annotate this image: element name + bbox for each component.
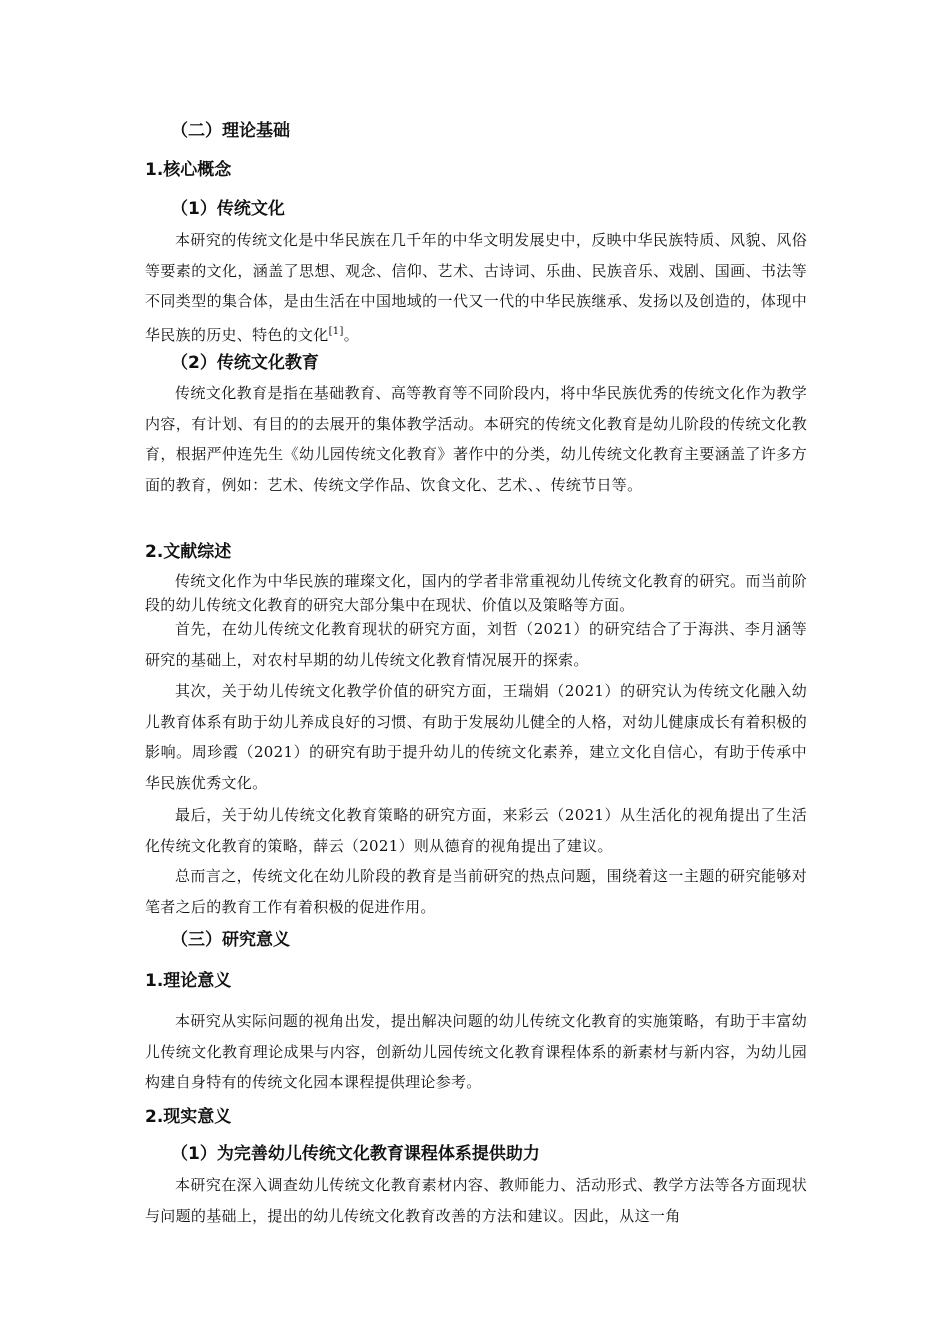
paragraph-end: 。 xyxy=(343,325,359,344)
subheading-practical-significance: 2.现实意义 xyxy=(145,1107,232,1127)
section-heading-research-significance: （三）研究意义 xyxy=(171,930,290,950)
paragraph-text: 本研究的传统文化是中华民族在几千年的中华文明发展史中，反映中华民族特质、风貌、风俗等要素的文化，涵盖了思想、观念、信仰、艺术、古诗词、乐曲、民族音乐、戏剧、国画、书法等不同类型的集合体，是由生活在中国地域的一代又一代的中华民族继承、发扬以及创造的，体现中华民族的历史、特色的文化 xyxy=(145,231,807,344)
subheading-literature-review: 2.文献综述 xyxy=(145,542,232,562)
subheading-core-concepts: 1.核心概念 xyxy=(145,160,232,180)
paragraph-curriculum-support: 本研究在深入调查幼儿传统文化教育素材内容、教师能力、活动形式、教学方法等各方面现状与问题的基础上，提出的幼儿传统文化教育改善的方法和建议。因此，从这一角 xyxy=(145,1176,807,1225)
subheading-traditional-culture: （1）传统文化 xyxy=(171,199,285,219)
paragraph-literature-summary: 总而言之，传统文化在幼儿阶段的教育是当前研究的热点问题，围绕着这一主题的研究能够对笔者之后的教育工作有着积极的促进作用。 xyxy=(145,867,807,916)
paragraph-traditional-culture xyxy=(145,225,807,350)
paragraph-theoretical-significance: 本研究从实际问题的视角出发，提出解决问题的幼儿传统文化教育的实施策略，有助于丰富幼儿传统文化教育理论成果与内容，创新幼儿园传统文化教育课程体系的新素材与新内容，为幼儿园构建自身特有的传统文化园本课程提供理论参考。 xyxy=(145,1012,807,1092)
paragraph-traditional-culture-education: 传统文化教育是指在基础教育、高等教育等不同阶段内，将中华民族优秀的传统文化作为教学内容，有计划、有目的的去展开的集体教学活动。本研究的传统文化教育是幼儿阶段的传统文化教育，根据严仲连先生《幼儿园传统文化教育》著作中的分类，幼儿传统文化教育主要涵盖了许多方面的教育，例如：艺术、传统文学作品、饮食文化、艺术、、传统节日等。 xyxy=(145,384,807,494)
paragraph-literature-intro: 传统文化作为中华民族的璀璨文化，国内的学者非常重视幼儿传统文化教育的研究。而当前阶段的幼儿传统文化教育的研究大部分集中在现状、价值以及策略等方面。 xyxy=(145,572,807,614)
citation-mark: [1] xyxy=(328,325,344,337)
paragraph-literature-strategy: 最后，关于幼儿传统文化教育策略的研究方面，来彩云（2021）从生活化的视角提出了生活化传统文化教育的策略，薛云（2021）则从德育的视角提出了建议。 xyxy=(145,806,807,855)
subheading-theoretical-significance: 1.理论意义 xyxy=(145,971,232,991)
paragraph-literature-value: 其次，关于幼儿传统文化教学价值的研究方面，王瑞娟（2021）的研究认为传统文化融入幼儿教育体系有助于幼儿养成良好的习惯、有助于发展幼儿健全的人格，对幼儿健康成长有着积极的影响。周珍霞（2021）的研究有助于提升幼儿的传统文化素养，建立文化自信心，有助于传承中华民族优秀文化。 xyxy=(145,682,807,792)
section-heading-theoretical-basis: （二）理论基础 xyxy=(171,121,290,141)
subheading-traditional-culture-education: （2）传统文化教育 xyxy=(171,353,319,373)
paragraph-literature-status: 首先，在幼儿传统文化教育现状的研究方面，刘哲（2021）的研究结合了于海洪、李月涵等研究的基础上，对农村早期的幼儿传统文化教育情况展开的探索。 xyxy=(145,620,807,669)
subheading-curriculum-support: （1）为完善幼儿传统文化教育课程体系提供助力 xyxy=(171,1144,540,1164)
